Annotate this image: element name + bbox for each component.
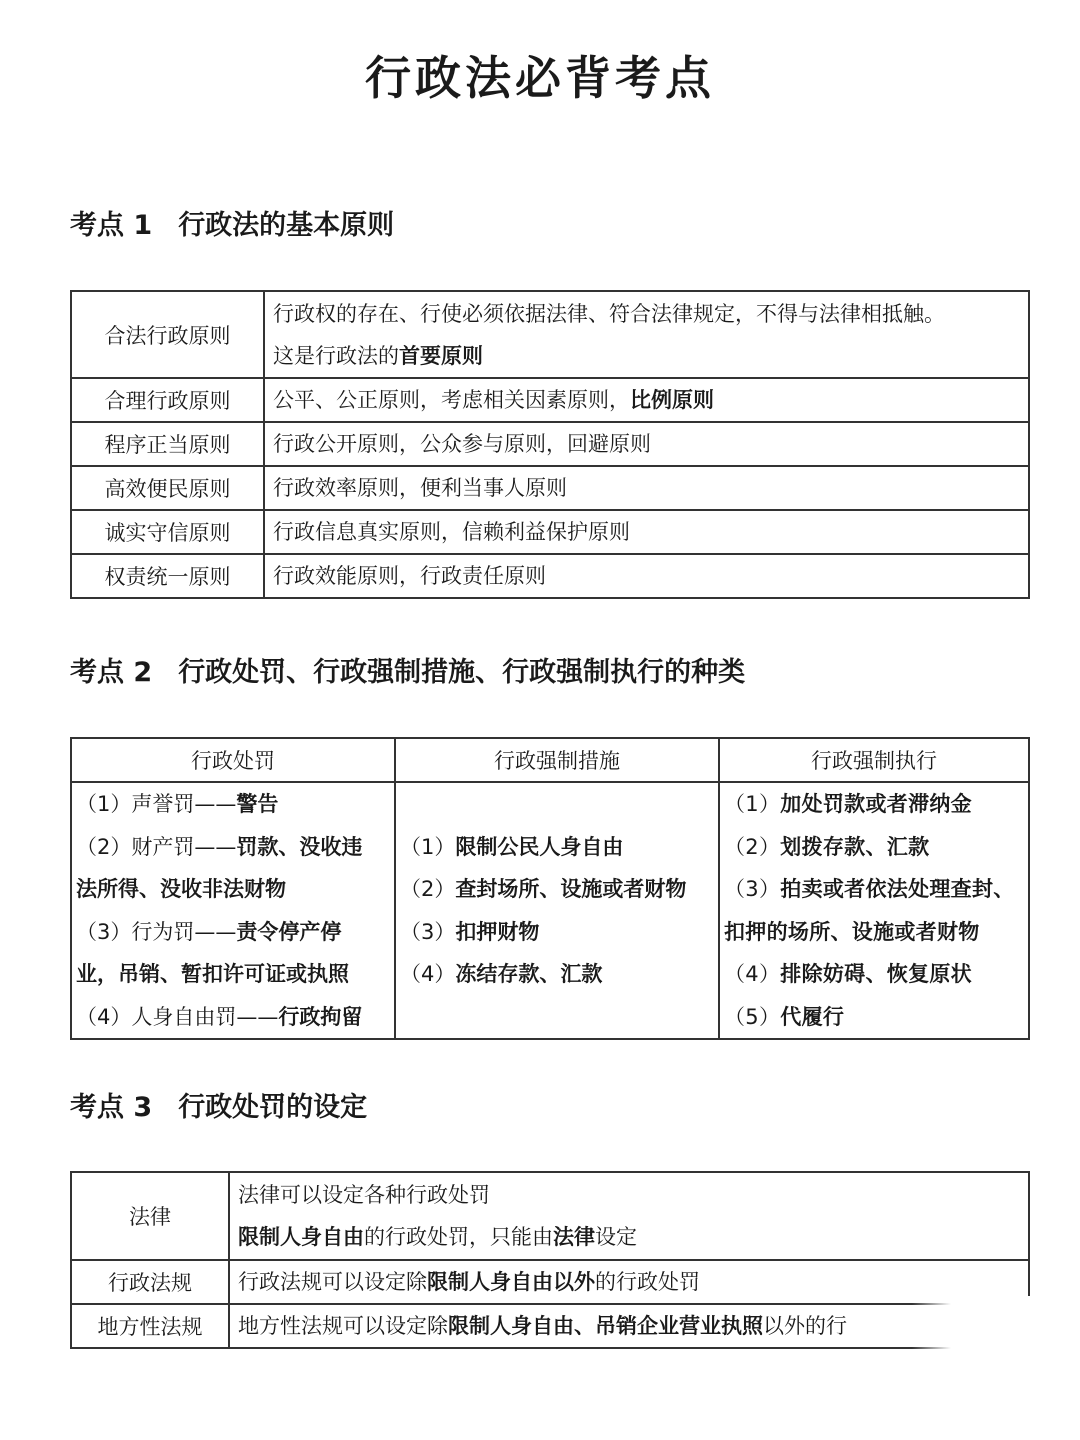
text-line — [273, 379, 1020, 421]
table-row — [71, 1260, 1029, 1304]
row-desc — [264, 291, 1029, 378]
plain-text: （1） — [724, 792, 781, 816]
bold-text: 冻结存款、汇款 — [455, 962, 603, 986]
bold-text: 法所得、没收非法财物 — [76, 877, 286, 901]
row-desc — [264, 510, 1029, 554]
row-label: 权责统一原则 — [71, 554, 264, 598]
row-desc — [264, 466, 1029, 510]
column-header: 行政强制措施 — [395, 738, 719, 782]
text-line — [400, 953, 714, 996]
text-line — [238, 1305, 1020, 1347]
text-line — [724, 996, 1024, 1039]
plain-text: （2）财产罚—— — [76, 834, 237, 859]
bold-text: 限制公民人身自由 — [455, 834, 624, 859]
section3-heading — [70, 1085, 367, 1124]
text-line — [273, 555, 1020, 597]
row-desc — [229, 1260, 1029, 1304]
plain-text: 这是行政法的 — [273, 343, 399, 368]
plain-text: 公平、公正原则，考虑相关因素原则， — [273, 388, 630, 412]
plain-text: （2） — [724, 834, 781, 859]
bold-text: 罚款、没收违 — [236, 834, 363, 859]
table-row — [71, 1304, 1029, 1348]
table-row — [71, 1172, 1029, 1260]
row-label: 高效便民原则 — [71, 466, 264, 510]
bold-text: 比例原则 — [630, 388, 714, 412]
bold-text: 扣押财物 — [455, 919, 540, 944]
bold-text: 代履行 — [780, 1004, 845, 1029]
plain-text: 行政法规可以设定除 — [238, 1270, 427, 1294]
bold-text: 排除妨碍、恢复原状 — [780, 962, 972, 986]
row-label: 程序正当原则 — [71, 422, 264, 466]
table-row — [71, 378, 1029, 422]
text-line — [400, 826, 714, 869]
text-line — [400, 911, 714, 954]
text-line — [273, 335, 1020, 377]
table-row — [71, 782, 1029, 1039]
bold-text: 首要原则 — [399, 343, 483, 368]
text-line — [76, 826, 390, 869]
text-line — [724, 911, 1024, 954]
table-row — [71, 291, 1029, 378]
text-line — [400, 868, 714, 911]
text-line — [724, 826, 1024, 869]
row-label: 诚实守信原则 — [71, 510, 264, 554]
bold-text: 加处罚款或者滞纳金 — [780, 792, 972, 816]
plain-text: （1）声誉罚—— — [76, 792, 237, 816]
plain-text: （4） — [400, 962, 456, 986]
section2-number: 考点 2 — [70, 657, 153, 688]
plain-text: （3） — [724, 877, 781, 901]
table-header-row — [71, 738, 1029, 782]
table-row — [71, 510, 1029, 554]
row-desc — [229, 1172, 1029, 1260]
plain-text: 以外的行 — [763, 1314, 847, 1338]
plain-text: 行政效率原则，便利当事人原则 — [273, 476, 567, 500]
text-line — [273, 467, 1020, 509]
compulsory-enforcement-cell — [719, 782, 1029, 1039]
bold-text: 行政拘留 — [278, 1004, 363, 1029]
text-line — [273, 293, 1020, 335]
bold-text: 业，吊销、暂扣许可证或执照 — [76, 962, 349, 986]
principles-table — [70, 290, 1030, 599]
plain-text: （4）人身自由罚—— — [76, 1004, 279, 1029]
section1-heading — [70, 203, 394, 242]
section1-number: 考点 1 — [70, 210, 153, 241]
plain-text: （2） — [400, 877, 456, 901]
text-line — [76, 783, 390, 826]
row-label: 合法行政原则 — [71, 291, 264, 378]
row-desc — [229, 1304, 1029, 1348]
text-line — [724, 783, 1024, 826]
text-line — [76, 996, 390, 1039]
bold-text: 法律 — [553, 1225, 595, 1249]
table-row — [71, 554, 1029, 598]
text-line — [76, 868, 390, 911]
row-desc — [264, 378, 1029, 422]
column-header: 行政强制执行 — [719, 738, 1029, 782]
plain-text: 地方性法规可以设定除 — [238, 1314, 448, 1338]
text-line — [273, 511, 1020, 553]
bold-text: 警告 — [236, 792, 279, 816]
row-label: 法律 — [71, 1172, 229, 1260]
plain-text: （1） — [400, 834, 456, 859]
plain-text: 设定 — [595, 1225, 637, 1249]
penalty-setting-table — [70, 1171, 1030, 1349]
row-label: 行政法规 — [71, 1260, 229, 1304]
plain-text: 行政信息真实原则，信赖利益保护原则 — [273, 520, 630, 544]
row-desc — [264, 554, 1029, 598]
plain-text: 的行政处罚，只能由 — [364, 1225, 553, 1249]
plain-text: （5） — [724, 1004, 781, 1029]
bold-text: 划拨存款、汇款 — [780, 834, 930, 859]
plain-text: （4） — [724, 962, 781, 986]
plain-text: 行政效能原则，行政责任原则 — [273, 564, 546, 588]
bold-text: 查封场所、设施或者财物 — [455, 877, 687, 901]
page-title: 行政法必背考点 — [365, 51, 715, 105]
bold-text: 拍卖或者依法处理查封、 — [780, 877, 1015, 901]
section3-title: 行政处罚的设定 — [178, 1092, 368, 1123]
row-label: 地方性法规 — [71, 1304, 229, 1348]
bold-text: 限制人身自由 — [238, 1225, 364, 1249]
plain-text: （3） — [400, 919, 456, 944]
plain-text: 的行政处罚 — [595, 1270, 700, 1294]
compulsory-measures-cell — [395, 782, 719, 1039]
text-line — [76, 953, 390, 996]
penalty-types-cell — [71, 782, 395, 1039]
plain-text: 行政权的存在、行使必须依据法律、符合法律规定，不得与法律相抵触。 — [273, 301, 945, 326]
plain-text: （3）行为罚—— — [76, 919, 237, 944]
section3-number: 考点 3 — [70, 1092, 153, 1123]
column-header: 行政处罚 — [71, 738, 395, 782]
bold-text: 限制人身自由、吊销企业营业执照 — [448, 1314, 763, 1338]
cropped-edge-fade — [912, 1296, 1042, 1356]
bold-text: 限制人身自由以外 — [427, 1270, 595, 1294]
plain-text: 行政公开原则，公众参与原则，回避原则 — [273, 432, 651, 456]
bold-text: 扣押的场所、设施或者财物 — [724, 919, 980, 944]
section2-heading — [70, 650, 745, 689]
table-row — [71, 422, 1029, 466]
text-line — [238, 1261, 1020, 1303]
text-line — [238, 1174, 1020, 1216]
text-line — [724, 953, 1024, 996]
row-desc — [264, 422, 1029, 466]
text-line — [724, 868, 1024, 911]
section1-title: 行政法的基本原则 — [178, 210, 395, 241]
text-line — [76, 911, 390, 954]
row-label: 合理行政原则 — [71, 378, 264, 422]
table-row — [71, 466, 1029, 510]
text-line — [238, 1216, 1020, 1258]
section2-title: 行政处罚、行政强制措施、行政强制执行的种类 — [178, 657, 746, 688]
plain-text: 法律可以设定各种行政处罚 — [238, 1183, 490, 1207]
bold-text: 责令停产停 — [236, 919, 342, 944]
text-line — [273, 423, 1020, 465]
types-table — [70, 737, 1030, 1040]
